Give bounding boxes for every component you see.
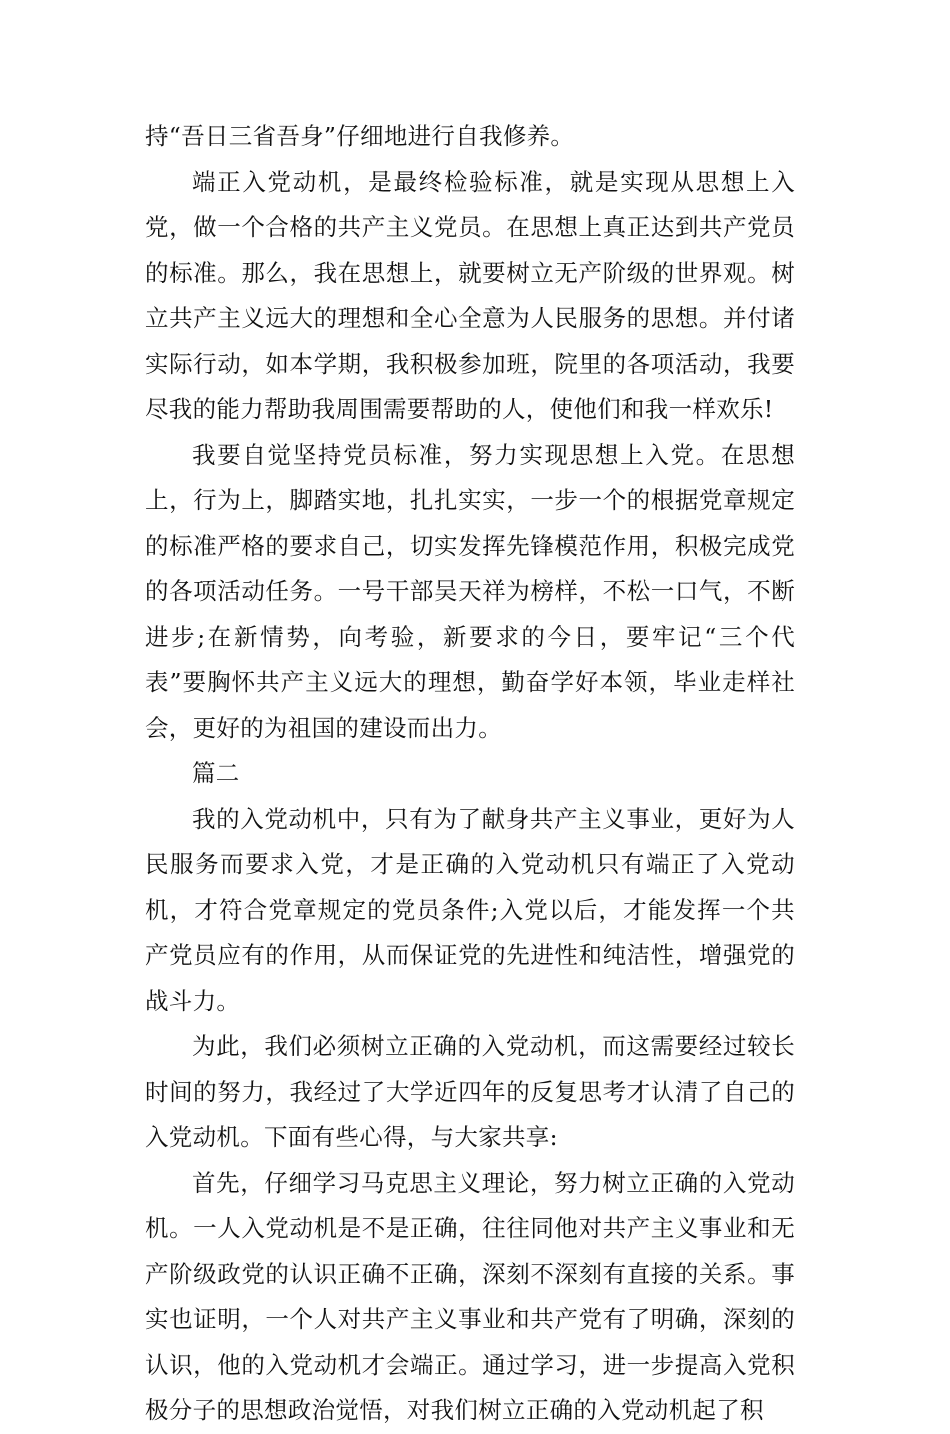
section-heading: 篇二 [192, 759, 240, 787]
paragraph-4: 我的入党动机中，只有为了献身共产主义事业，更好为人民服务而要求入党，才是正确的入党动机只有端正了入党动机，才符合党章规定的党员条件;入党以后，才能发挥一个共产党员应有的作用，从而保证党的先进性和纯洁性，增强党的战斗力。 [145, 804, 795, 1015]
document-body [145, 114, 795, 1434]
paragraph-3: 我要自觉坚持党员标准，努力实现思想上入党。在思想上，行为上，脚踏实地，扎扎实实，一步一个的根据党章规定的标准严格的要求自己，切实发挥先锋模范作用，积极完成党的各项活动任务。一号干部吴天祥为榜样，不松一口气，不断进步;在新情势，向考验，新要求的今日，要牢记“三个代表”要胸怀共产主义远大的理想，勤奋学好本领，毕业走样社会，更好的为祖国的建设而出力。 [145, 440, 795, 742]
paragraph-2: 端正入党动机，是最终检验标准，就是实现从思想上入党，做一个合格的共产主义党员。在思想上真正达到共产党员的标准。那么，我在思想上，就要树立无产阶级的世界观。树立共产主义远大的理想和全心全意为人民服务的思想。并付诸实际行动，如本学期，我积极参加班，院里的各项活动，我要尽我的能力帮助我周围需要帮助的人，使他们和我一样欢乐! [145, 167, 795, 423]
paragraph-1: 持“吾日三省吾身”仔细地进行自我修养。 [145, 122, 575, 150]
paragraph-5: 为此，我们必须树立正确的入党动机，而这需要经过较长时间的努力，我经过了大学近四年的反复思考才认清了自己的入党动机。下面有些心得，与大家共享: [145, 1032, 795, 1151]
paragraph-6: 首先，仔细学习马克思主义理论，努力树立正确的入党动机。一人入党动机是不是正确，往往同他对共产主义事业和无产阶级政党的认识正确不正确，深刻不深刻有直接的关系。事实也证明，一个人对共产主义事业和共产党有了明确，深刻的认识，他的入党动机才会端正。通过学习，进一步提高入党积极分子的思想政治觉悟，对我们树立正确的入党动机起了积 [145, 1168, 795, 1424]
